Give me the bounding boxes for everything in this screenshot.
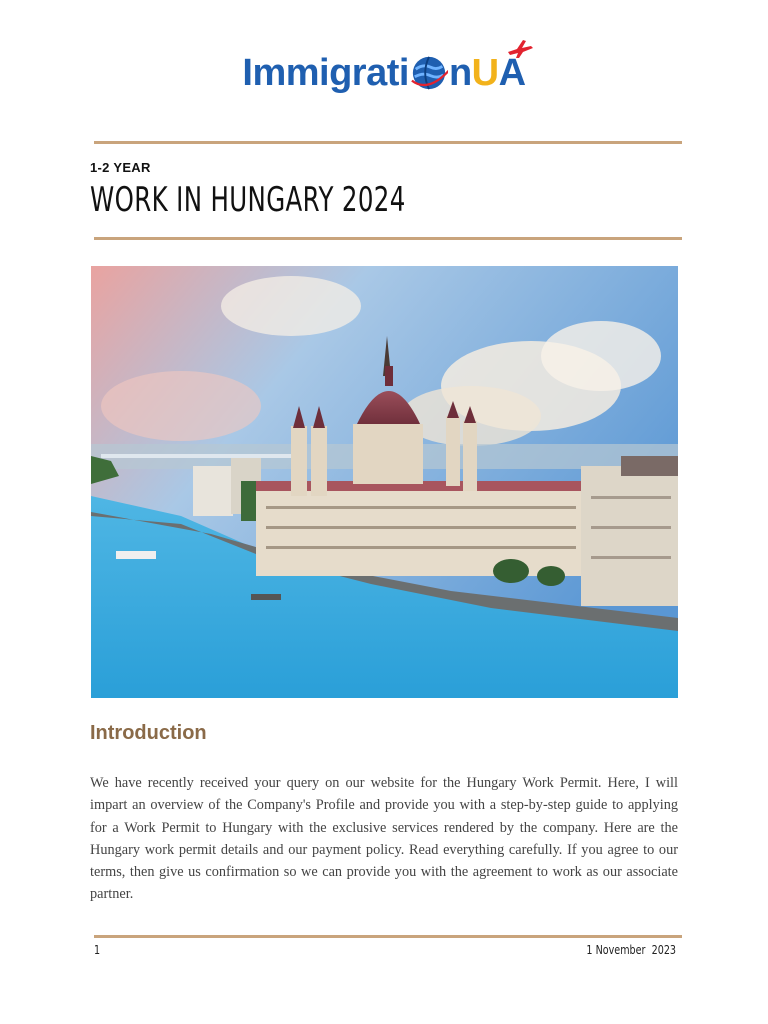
logo-letter-u: U: [471, 51, 499, 94]
globe-icon: [410, 54, 448, 92]
airplane-icon: [506, 38, 534, 60]
title-divider: [94, 237, 682, 240]
company-logo: [0, 38, 768, 108]
footer-date: 1 November 2023: [586, 943, 676, 957]
logo-text-n: n: [448, 51, 472, 94]
hungarian-parliament-building-photo: [91, 266, 678, 698]
document-subtitle: 1-2 YEAR: [90, 160, 151, 175]
page-number: 1: [94, 943, 101, 957]
top-divider: [94, 141, 682, 144]
logo-letter-a: A: [498, 51, 526, 94]
document-title: WORK IN HUNGARY 2024: [90, 180, 406, 220]
footer-divider: [94, 935, 682, 938]
logo-text-immigrati: Immigrati: [242, 51, 409, 94]
introduction-heading: Introduction: [90, 722, 207, 744]
introduction-paragraph: We have recently received your query on our website for the Hungary Work Permit. Here, I will impart an overview of the Company's Profile and provide you with a step-by-step guide to applying for a Work Permit to Hungary with the exclusive services rendered by the company. Here are the Hungary work permit details and our payment policy. Read everything carefully. If you agree to our terms, then give us confirmation so we can provide you with the agreement to work as our associate partner.: [90, 775, 678, 903]
logo-wordmark: [242, 52, 525, 95]
